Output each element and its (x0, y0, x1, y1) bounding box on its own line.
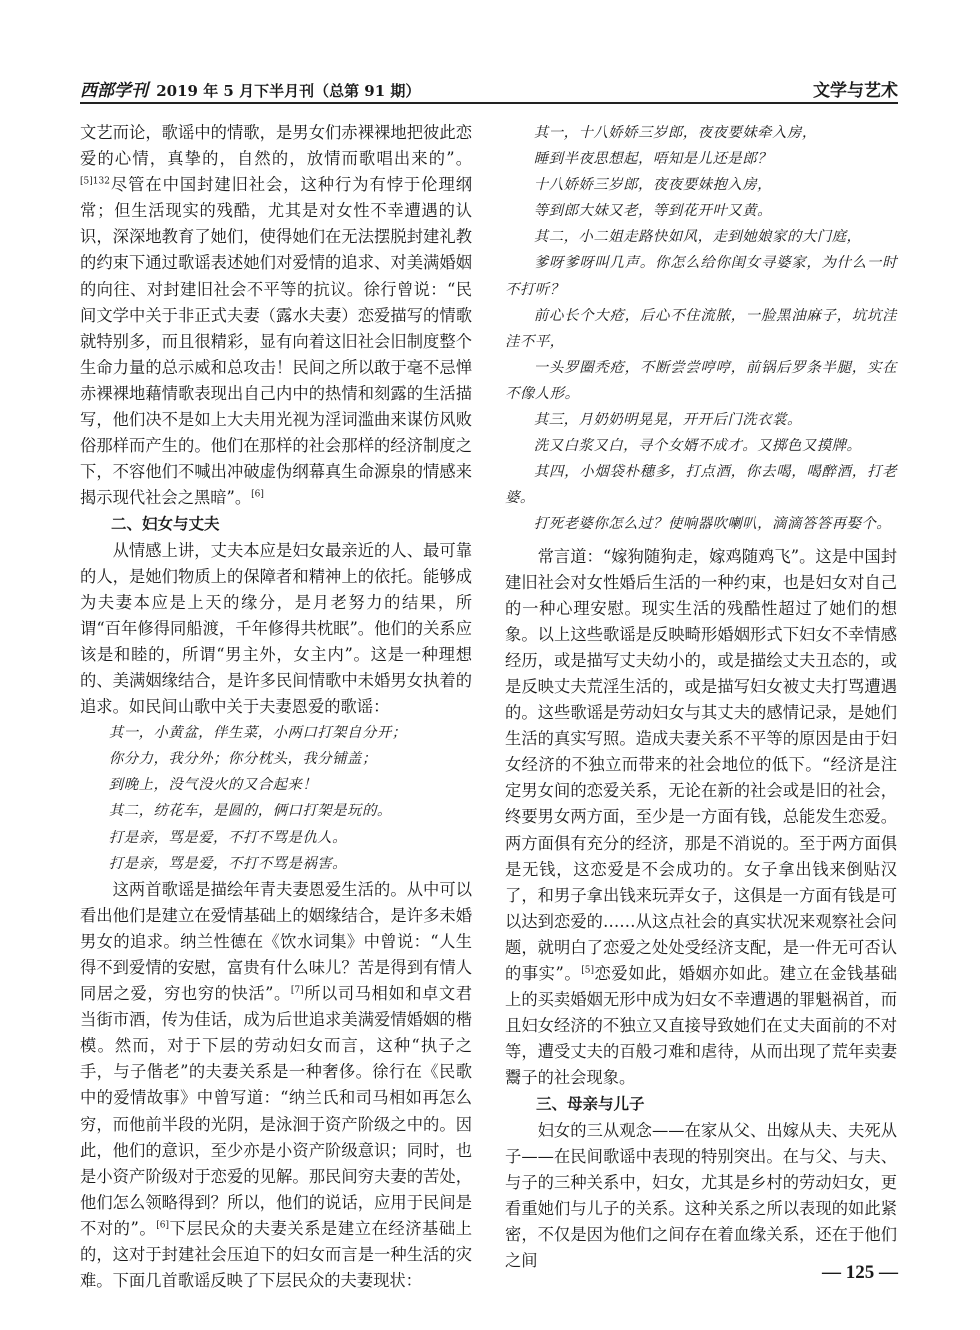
journal-logo: 西部学刊 (80, 81, 148, 101)
section-title: 文学与艺术 (813, 81, 898, 101)
verse-line: 打死老婆你怎么过？使响器吹喇叭，滴滴答答再娶个。 (533, 516, 892, 533)
verse-line: 前心长个大疮，后心不住流脓，一脸黑油麻子，坑坑洼洼不平， (505, 307, 897, 350)
verse-line: 睡到半夜思想起，唔知是儿还是郎？ (533, 151, 773, 168)
verse-line: 其四，小烟袋朴穗多，打点酒，你去喝，喝醉酒，打老婆。 (505, 464, 897, 507)
verse-line: 其一，小黄盆，伴生菜，小两口打架自分开； (108, 725, 407, 742)
verse-line: 其二，纺花车，是圆的，俩口打架是玩的。 (108, 803, 392, 820)
verse-line: 你分力，我分外；你分枕头，我分铺盖； (108, 751, 377, 768)
verse-line: 其一，十八娇娇三岁郎，夜夜要妹牵入房， (533, 125, 817, 141)
section-heading: 二、妇女与丈夫 (111, 515, 220, 534)
verse-line: 洗又白浆又白，寻个女婿不成才。又掷色又摸牌。 (533, 438, 862, 455)
issue-info: 2019 年 5 月下半月刊（总第 91 期） (156, 82, 421, 100)
verse-line: 爹呀爹呀叫几声。你怎么给你闺女寻婆家，为什么一时不打听？ (505, 255, 897, 298)
citation: [7] (290, 985, 304, 996)
paragraph: 常言道：“嫁狗随狗走，嫁鸡随鸡飞”。这是中国封建旧社会对女性婚后生活的一种约束，也是妇女对自己的一种心理安慰。现实生活的残酷性超过了她们的想象。以上这些歌谣是反映畸形婚姻形式下妇女不幸情感经历，或是描写丈夫幼小的，或是描绘丈夫丑态的，或是反映丈夫荒淫生活的，或是描写妇女被丈夫打骂遭遇的。这些歌谣是劳动妇女与其丈夫的感情记录，是她们生活的真实写照。造成夫妻关系不平等的原因是由于妇女经济的不独立而带来的社会地位的低下。“经济是注定男女间的恋爱关系，无论在新的社会或是旧的社会，终要男女两方面，至少是一方面有钱，总能发生恋爱。两方面俱有充分的经济，那是不消说的。至于两方面俱是无钱，这恋爱是不会成功的。女子拿出钱来倒贴汉了，和男子拿出钱来玩弄女子，这俱是一方面有钱是可以达到恋爱的……从这点社会的真实状况来观察社会问题，就明白了恋爱之处处受经济支配，是一件无可否认的事实”。[5]恋爱如此，婚姻亦如此。建立在金钱基础上的买卖婚姻无形中成为妇女不幸遭遇的罪魁祸首，而且妇女经济的不独立又直接导致她们在丈夫面前的不对等，遭受丈夫的百般刁难和虐待，从而出现了荒年卖妻鬻子的社会现象。 (505, 546, 897, 1088)
paragraph: 妇女的三从观念——在家从父、出嫁从夫、夫死从子——在民间歌谣中表现的特别突出。在与父、与夫、与子的三种关系中，妇女，尤其是乡村的劳动妇女，更看重她们与儿子的关系。这种关系之所以表现的如此紧密，不仅是因为他们之间存在着血缘关系，还在于他们之间 (505, 1120, 897, 1271)
verse-line: 其三，月奶奶明晃晃，开开后门洗衣裳。 (533, 412, 802, 429)
right-column (505, 120, 897, 1274)
verse-line: 一头罗圈秃疮，不断尝尝哼哼，前锅后罗条半腿，实在不像人形。 (505, 359, 897, 402)
verse-line: 打是亲，骂是爱，不打不骂是仇人。 (108, 829, 348, 846)
paragraph: 这两首歌谣是描绘年青夫妻恩爱生活的。从中可以看出他们是建立在爱情基础上的姻缘结合，是许多未婚男女的追求。纳兰性德在《饮水词集》中曾说：“人生得不到爱情的安慰，富贵有什么味儿？苦是得到有情人同居之爱，穷也穷的快活”。[7]所以司马相如和卓文君当街市酒，传为佳话，成为后世追求美满爱情婚姻的楷模。然而，对于下层的劳动妇女而言，这种“执子之手，与子偕老”的夫妻关系是一种奢侈。徐行在《民歌中的爱情故事》中曾写道：“纳兰氏和司马相如再怎么穷，而他前半段的光阴，是泳洄于资产阶级之中的。因此，他们的意识，至少亦是小资产阶级意识；同时，也是小资产阶级对于恋爱的见解。那民间穷夫妻的苦处，他们怎么领略得到？所以，他们的说话，应用于民间是不对的”。[6]下层民众的夫妻关系是建立在经济基础上的，这对于封建社会压迫下的妇女而言是一种生活的灾难。下面几首歌谣反映了下层民众的夫妻现状： (80, 879, 472, 1291)
verse-line: 等到郎大妹又老，等到花开叶又黄。 (533, 203, 773, 220)
page-number: — 125 — (822, 1262, 898, 1283)
citation: [5]132 (80, 176, 110, 187)
verse-line: 其二，小二姐走路快如风，走到她娘家的大门庭， (533, 229, 862, 246)
verse-line: 到晚上，没气没火的又合起来！ (108, 777, 318, 794)
left-column (80, 120, 472, 1294)
verse-line: 十八娇娇三岁郎，夜夜要妹抱入房， (533, 177, 773, 194)
journal-masthead (80, 76, 420, 101)
paragraph: 文艺而论，歌谣中的情歌，是男女们赤裸裸地把彼此恋爱的心情，真挚的，自然的，放情而歌唱出来的”。$^{[5]132}$尽管在中国封建旧社会，这种行为有悖于伦理纲常；但生活现实的残酷，尤其是对女性不幸遭遇的认识，深深地教育了她们，使得她们在无法摆脱封建礼教的约束下通过歌谣表述她们对爱情的追求、对美满婚姻的向往、对封建旧社会不平等的抗议。徐行曾说：“民间文学中关于非正式夫妻（露水夫妻）恋爱描写的情歌就特别多，而且很精彩，显有向着这旧社会旧制度整个生命力量的总示威和总攻击！民间之所以敢于毫不忌惮赤裸裸地藉情歌表现出自己内中的热情和刻露的生活描写，他们决不是如上大夫用光视为淫词滥曲来谋仿风败俗那样而产生的。他们在那样的社会那样的经济制度之下，不容他们不喊出冲破虚伪纲幕真生命源泉的情感来揭示现代社会之黑暗”。[6] (80, 123, 472, 508)
verse-line: 打是亲，骂是爱，不打不骂是祸害。 (108, 855, 348, 872)
paragraph: 从情感上讲，丈夫本应是妇女最亲近的人、最可靠的人，是她们物质上的保障者和精神上的依托。能够成为夫妻本应是上天的缘分，是月老努力的结果，所谓“百年修得同船渡，千年修得共枕眠”。他们的关系应该是和睦的，所谓“男主外，女主内”。这是一种理想的、美满姻缘结合，是许多民间情歌中未婚男女执着的追求。如民间山歌中关于夫妻恩爱的歌谣： (80, 540, 472, 717)
page-header (80, 68, 898, 104)
citation: [6] (156, 1220, 169, 1231)
citation: [6] (251, 489, 264, 500)
citation: [5] (581, 965, 594, 976)
section-heading: 三、母亲与儿子 (536, 1095, 645, 1114)
